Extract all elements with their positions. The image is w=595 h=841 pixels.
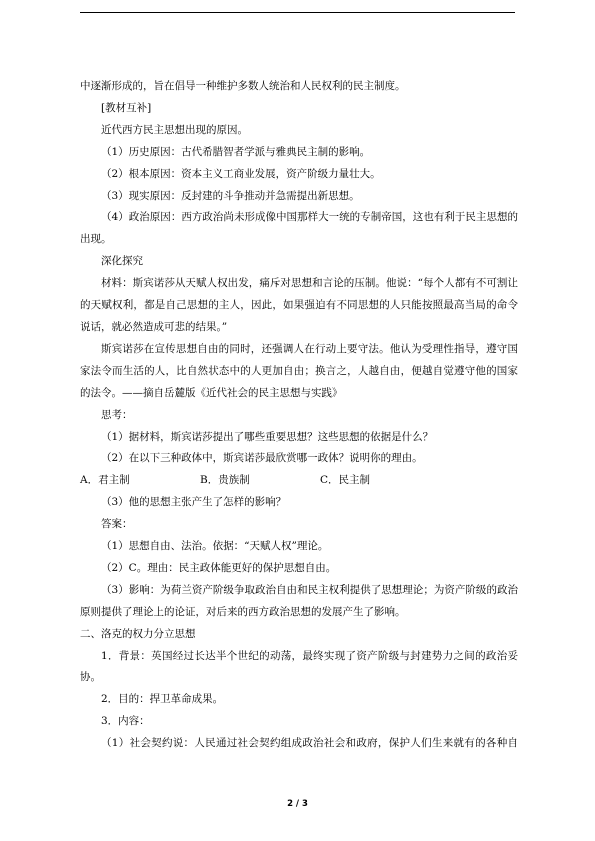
paragraph: 中逐渐形成的，旨在倡导一种维护多数人统治和人民权利的民主制度。 [80, 80, 406, 92]
document-body [80, 76, 518, 755]
paragraph: （3）他的思想主张产生了怎样的影响？ [101, 496, 287, 509]
answer-options [80, 470, 518, 492]
paragraph: （2）C。理由：民主政体能更好的保护思想自由。 [101, 561, 337, 574]
paragraph: 答案： [101, 518, 133, 531]
paragraph: 2．目的：捍卫革命成果。 [101, 693, 224, 706]
paragraph: （1）思想自由、法治。依据：“天赋人权”理论。 [101, 540, 329, 553]
text-block-1 [80, 76, 518, 470]
paragraph: （1）社会契约说：人民通过社会契约组成政治社会和政府，保护人们生来就有的各种自 [101, 737, 518, 750]
option-a: A．君主制 [80, 474, 130, 487]
paragraph: 3．内容： [101, 715, 150, 728]
text-block-2 [80, 492, 518, 755]
paragraph: （3）现实原因：反封建的斗争推动并急需提出新思想。 [101, 189, 360, 202]
option-b: B．贵族制 [200, 474, 250, 487]
paragraph: 斯宾诺莎在宣传思想自由的同时，还强调人在行动上要守法。他认为受理性指导，遵守国家法令而生活的人，比自然状态中的人更加自由；换言之，人越自由，便越自觉遵守他的国家的法令。——摘自岳麓版《近代社会的民主思想与实践》 [80, 342, 518, 399]
paragraph: （3）影响：为荷兰资产阶级争取政治自由和民主权利提供了思想理论；为资产阶级的政治原则提供了理论上的论证，对后来的西方政治思想的发展产生了影响。 [80, 583, 518, 618]
paragraph: （1）历史原因：古代希腊智者学派与雅典民主制的影响。 [101, 145, 371, 158]
paragraph: （4）政治原因：西方政治尚未形成像中国那样大一统的专制帝国，这也有利于民主思想的出现。 [80, 211, 518, 246]
paragraph: 思考： [101, 408, 133, 421]
paragraph: 二、洛克的权力分立思想 [80, 627, 196, 640]
paragraph: （2）在以下三种政体中，斯宾诺莎最欣赏哪一政体？说明你的理由。 [101, 452, 423, 465]
paragraph: （2）根本原因：资本主义工商业发展，资产阶级力量壮大。 [101, 167, 381, 180]
paragraph: 近代西方民主思想出现的原因。 [101, 123, 248, 136]
paragraph: [教材互补] [101, 101, 152, 114]
option-c: C．民主制 [320, 474, 371, 487]
page-number: 2 / 3 [287, 799, 308, 809]
paragraph: 深化探究 [101, 255, 143, 268]
header-rule [80, 12, 515, 13]
paragraph: 1．背景：英国经过长达半个世纪的动荡，最终实现了资产阶级与封建势力之间的政治妥协。 [80, 649, 518, 684]
paragraph: 材料：斯宾诺莎从天赋人权出发，痛斥对思想和言论的压制。他说：“每个人都有不可割让的天赋权利，都是自己思想的主人，因此，如果强迫有不同思想的人只能按照最高当局的命令说话，就必然造成可悲的结果。” [80, 277, 518, 333]
paragraph: （1）据材料，斯宾诺莎提出了哪些重要思想？这些思想的依据是什么？ [101, 430, 434, 443]
